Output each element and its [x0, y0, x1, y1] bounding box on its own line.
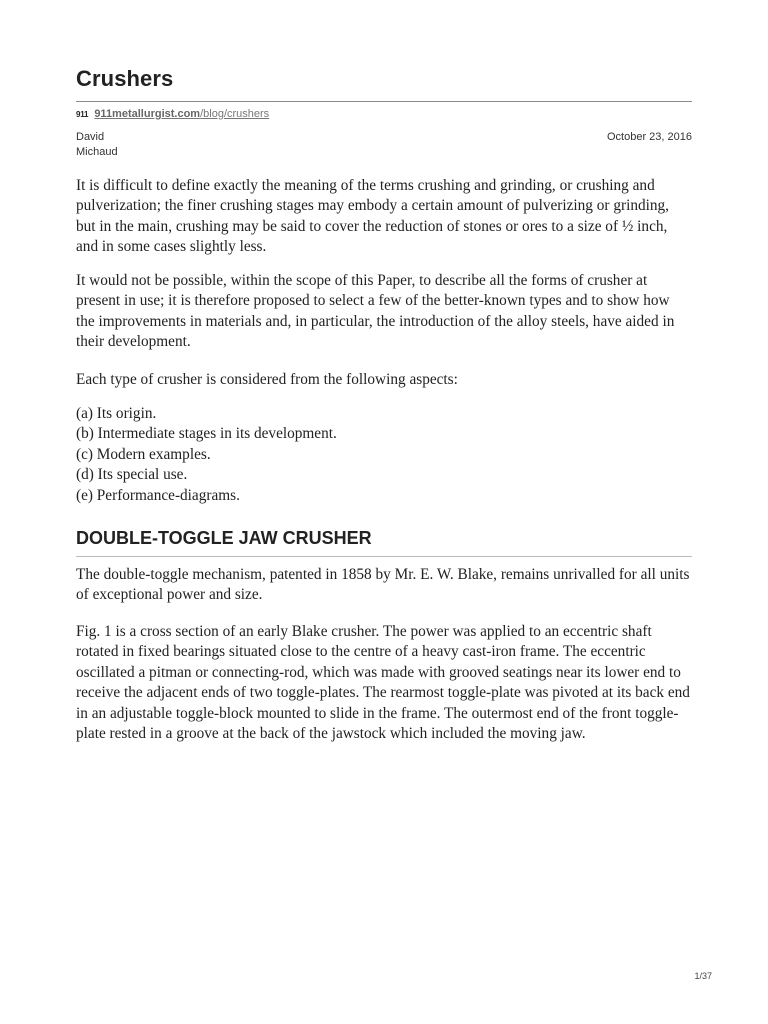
list-item: (e) Performance-diagrams.: [76, 486, 240, 504]
section-heading: DOUBLE-TOGGLE JAW CRUSHER: [76, 528, 372, 548]
source-link[interactable]: [94, 108, 269, 120]
source-domain: 911metallurgist.com: [94, 108, 201, 120]
source-line: [76, 108, 269, 120]
paragraph-aspects-intro: Each type of crusher is considered from the following aspects:: [76, 371, 458, 388]
list-item: (b) Intermediate stages in its development.: [76, 425, 337, 443]
aspects-list: [76, 404, 692, 506]
paragraph-scope: It would not be possible, within the scope of this Paper, to describe all the forms of crusher at present in use; it is therefore proposed to select a few of the better-known types and to show how the improvements in materials and, in particular, the introduction of the alloy steels, have aided in their development.: [76, 272, 675, 351]
paragraph-blake-patent: The double-toggle mechanism, patented in 1858 by Mr. E. W. Blake, remains unrivalled for all units of exceptional power and size.: [76, 566, 690, 604]
title-divider: [76, 101, 692, 102]
paragraph-intro: It is difficult to define exactly the meaning of the terms crushing and grinding, or crushing and pulverization; the finer crushing stages may embody a certain amount of pulverizing or grinding, but in the main, crushing may be said to cover the reduction of stones or ores to a size of ½ inch, and in some cases slightly less.: [76, 177, 670, 256]
list-item: (c) Modern examples.: [76, 445, 211, 463]
site-logo: 911: [76, 109, 89, 119]
author-name: David Michaud: [76, 131, 118, 158]
page-indicator: 1/37: [694, 971, 712, 981]
publish-date: October 23, 2016: [606, 131, 692, 143]
page-title: Crushers: [76, 66, 174, 91]
list-item: (d) Its special use.: [76, 466, 188, 484]
paragraph-fig1: Fig. 1 is a cross section of an early Blake crusher. The power was applied to an eccentric shaft rotated in fixed bearings situated close to the centre of a heavy cast-iron frame. The eccentric oscillated a pitman or connecting-rod, which was made with grooved seatings near its lower end to receive the adjacent ends of two toggle-plates. The rearmost toggle-plate was pivoted at its back end in an adjustable toggle-block mounted to slide in the frame. The outermost end of the front toggle-plate rested in a groove at the back of the jawstock which included the moving jaw.: [76, 623, 690, 743]
source-path: /blog/crushers: [200, 108, 270, 120]
section-divider: [76, 556, 692, 557]
list-item: (a) Its origin.: [76, 405, 157, 422]
